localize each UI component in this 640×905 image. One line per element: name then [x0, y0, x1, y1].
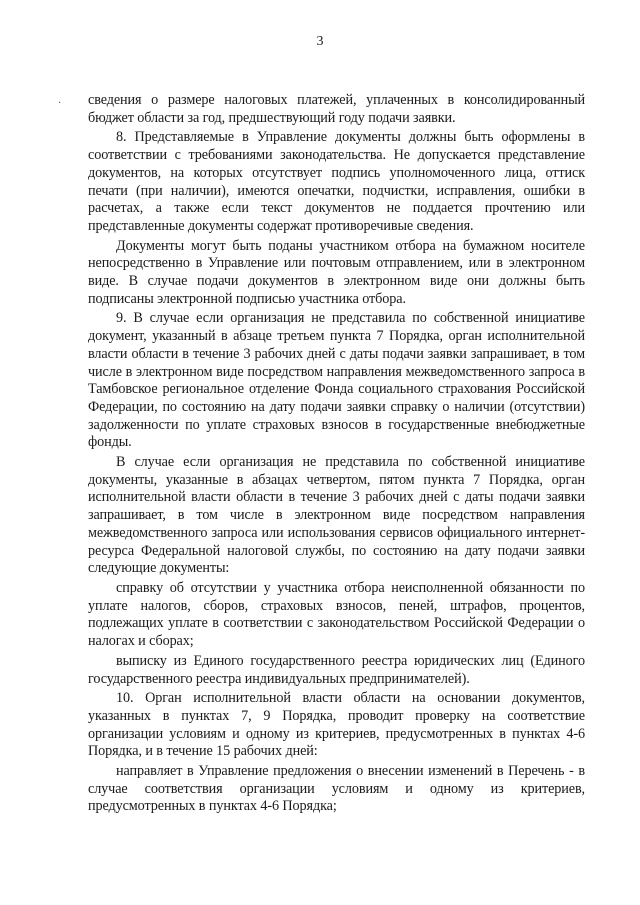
paragraph-submission-methods: Документы могут быть поданы участником отбора на бумажном носителе непосредственно в Управление или почтовым отправлением, или в электронном виде. В случае подачи документов в электронном виде они должны быть подписаны электронной подписью участника отбора.: [88, 237, 585, 307]
page-number: 3: [316, 34, 324, 49]
paragraph-interdepartmental-request: В случае если организация не представила по собственной инициативе документы, указанные в абзацах четвертом, пятом пункта 7 Порядка, орган исполнительной власти области в течение 3 рабочих дней с даты подачи заявки запрашивает, в том числе в электронном виде посредством направления межведомственного запроса или использования сервисов официального интернет-ресурса Федеральной налоговой службы, по состоянию на дату подачи заявки следующие документы:: [88, 454, 585, 577]
paragraph-tax-certificate: справку об отсутствии у участника отбора неисполненной обязанности по уплате налогов, сборов, страховых взносов, пеней, штрафов, процентов, подлежащих уплате в соответствии с законодательством Российской Федерации о налогах и сборах;: [88, 579, 585, 650]
paragraph-item-8: 8. Представляемые в Управление документы должны быть оформлены в соответствии с требованиями законодательства. Не допускается представление документов, на которых отсутствует подпись уполномоченного лица, оттиск печати (при наличии), имеются опечатки, подчистки, исправления, ошибки в расчетах, а также если текст документов не поддается прочтению или представленные документы содержат противоречивые сведения.: [88, 129, 585, 234]
document-body: [88, 92, 585, 818]
paragraph-proposals: направляет в Управление предложения о внесении изменений в Перечень - в случае соответствия организации условиям и одному из критериев, предусмотренных в пунктах 4-6 Порядка;: [88, 763, 585, 815]
margin-dot: ·: [58, 98, 62, 109]
paragraph-item-10: 10. Орган исполнительной власти области на основании документов, указанных в пунктах 7, 9 Порядка, проводит проверку на соответствие организации условиям и одному из критериев, предусмотренных в пунктах 4-6 Порядка, и в течение 15 рабочих дней:: [88, 690, 585, 760]
paragraph-registry-extract: выписку из Единого государственного реестра юридических лиц (Единого государственного реестра индивидуальных предпринимателей).: [88, 652, 585, 687]
paragraph-item-9: 9. В случае если организация не представила по собственной инициативе документ, указанный в абзаце третьем пункта 7 Порядка, орган исполнительной власти области в течение 3 рабочих дней с даты подачи заявки запрашивает, в том числе в электронном виде посредством направления межведомственного запроса в Тамбовское региональное отделение Фонда социального страхования Российской Федерации, по состоянию на дату подачи заявки справку о наличии (отсутствии) задолженности по уплате страховых взносов в государственные внебюджетные фонды.: [88, 310, 585, 451]
paragraph-tax-info: сведения о размере налоговых платежей, уплаченных в консолидированный бюджет области за год, предшествующий году подачи заявки.: [88, 92, 585, 126]
